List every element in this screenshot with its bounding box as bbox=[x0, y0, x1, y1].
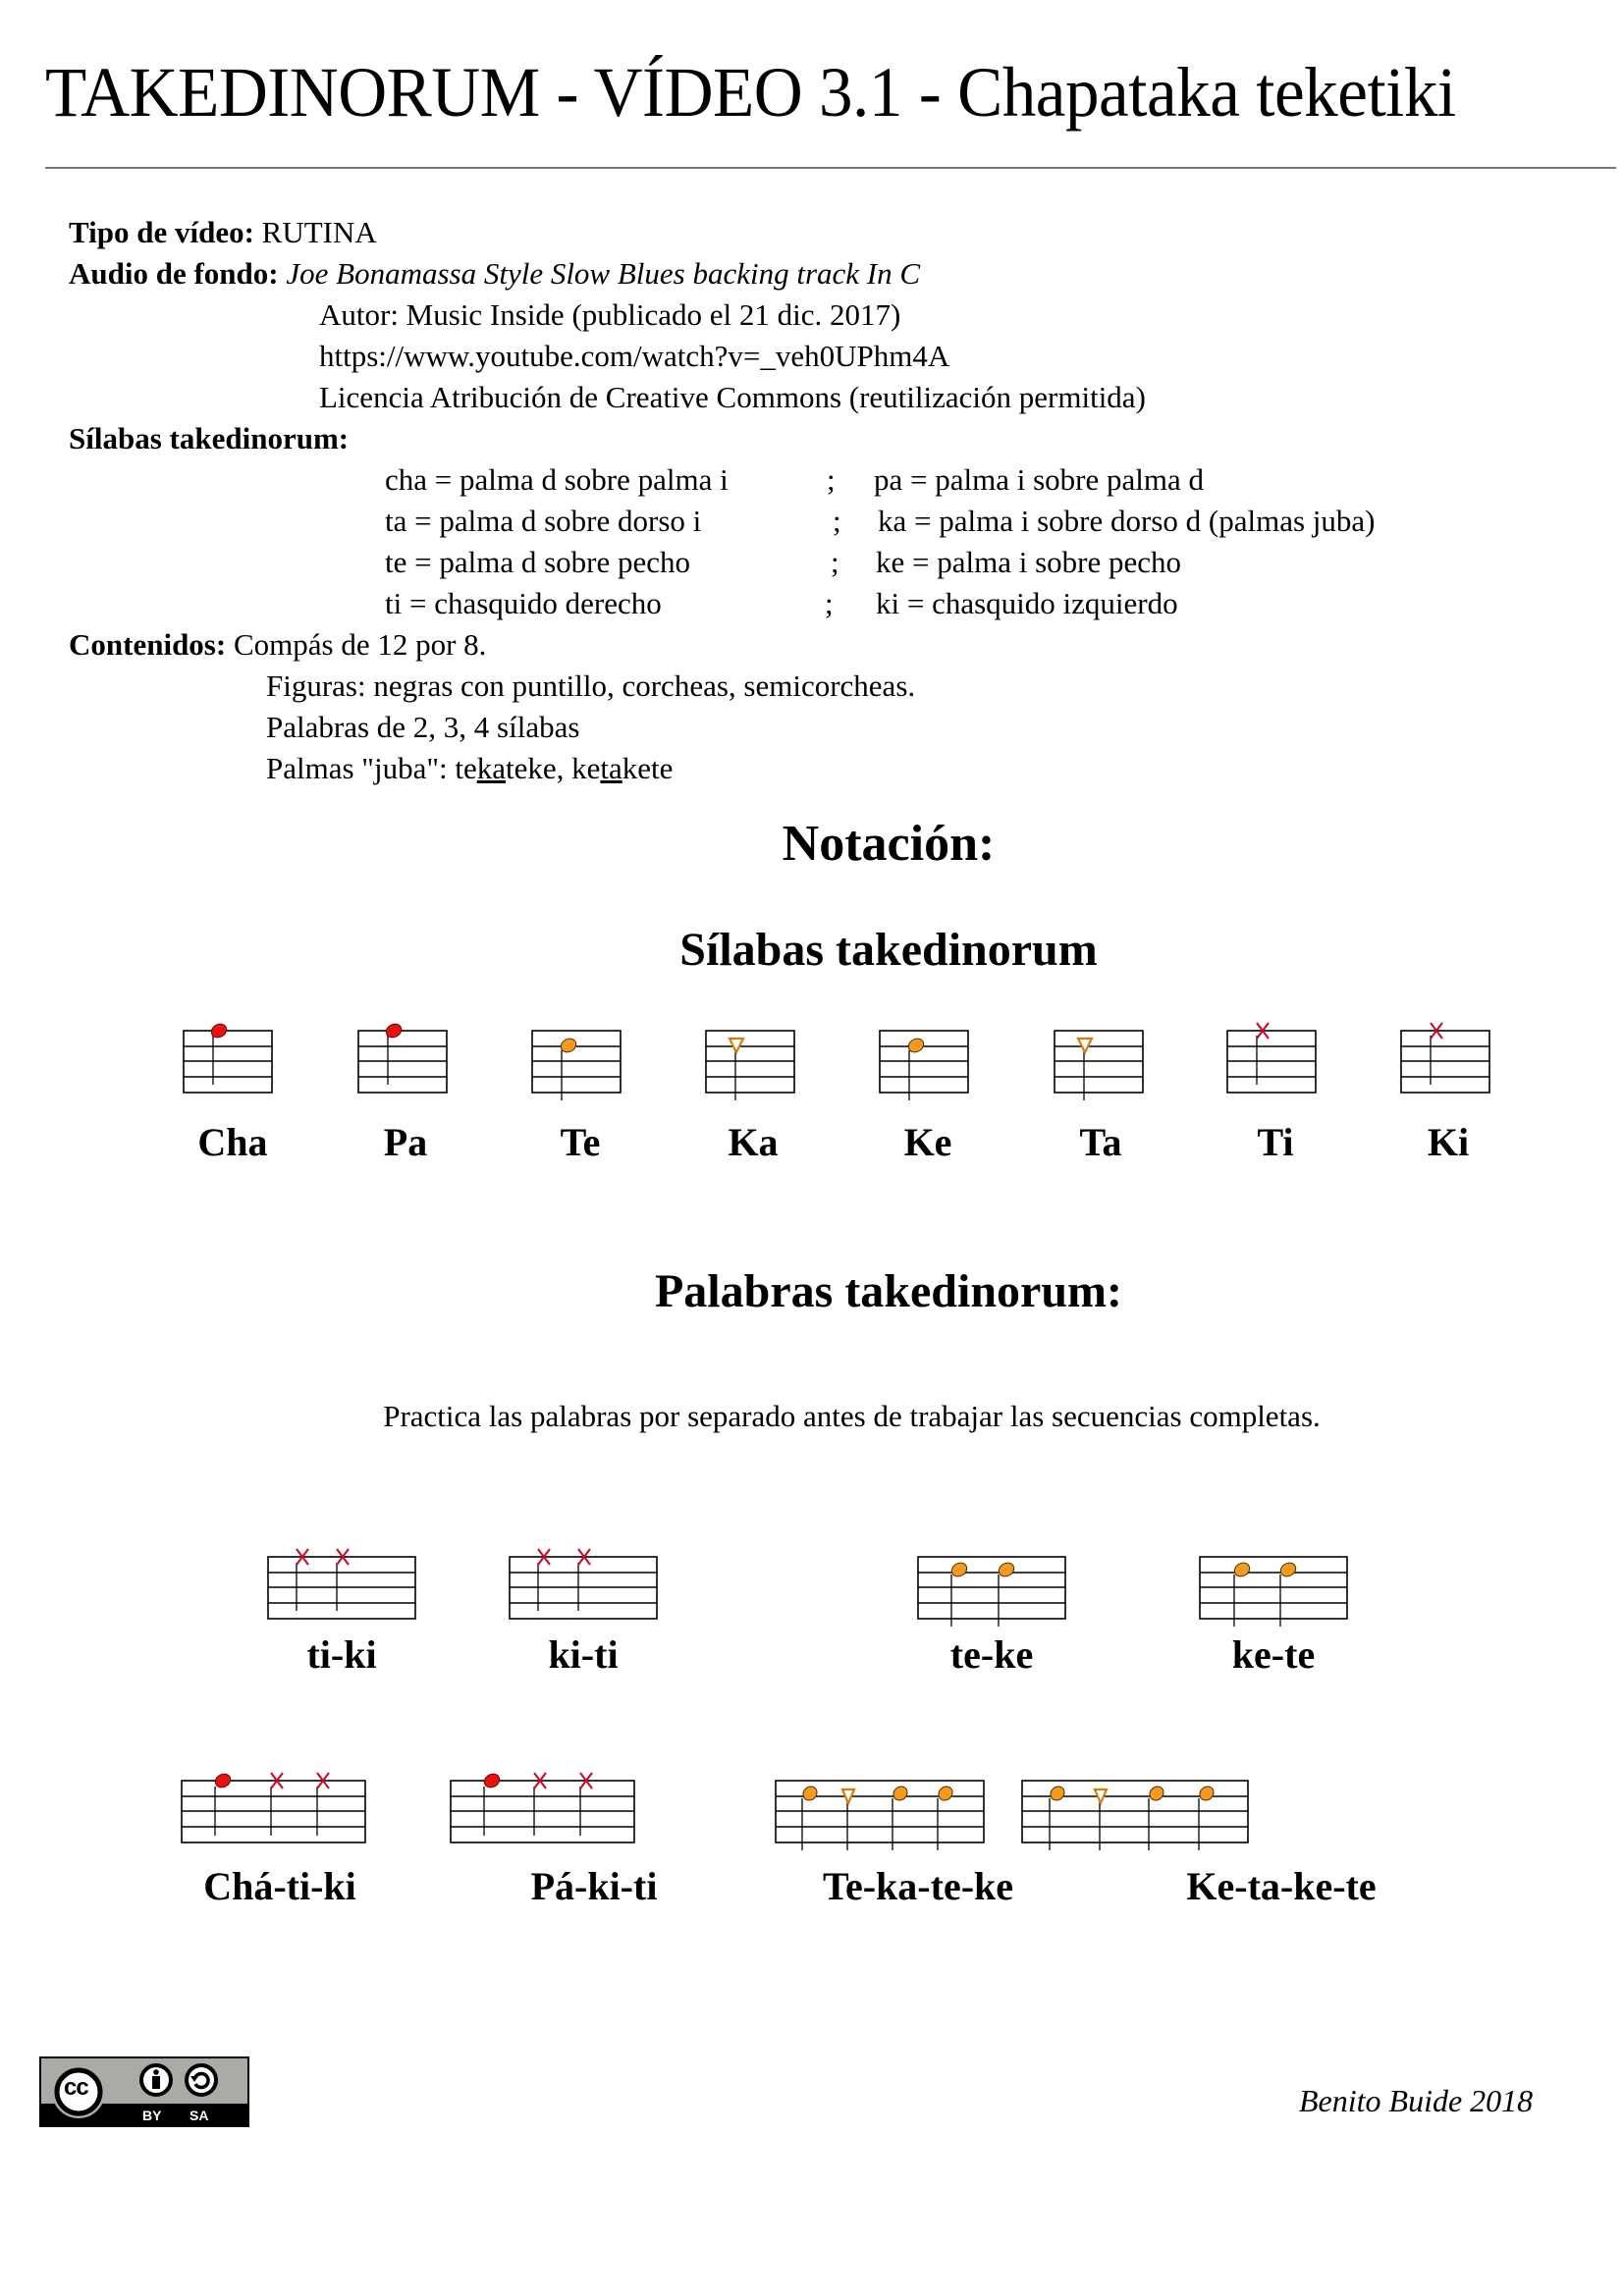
juba-accent: ta bbox=[600, 751, 622, 785]
red-note-icon bbox=[384, 1021, 404, 1040]
juba-accent: ka bbox=[476, 751, 506, 785]
staff-ka bbox=[706, 1031, 794, 1100]
word-label: Te-ka-te-ke bbox=[822, 1864, 1014, 1908]
video-type-value: RUTINA bbox=[261, 215, 377, 249]
share-alike-icon bbox=[187, 2065, 216, 2095]
author-signature: Benito Buide 2018 bbox=[1299, 2083, 1534, 2118]
staff-te-ka-te-ke bbox=[776, 1781, 984, 1850]
syllables-heading: Sílabas takedinorum bbox=[679, 924, 1098, 976]
syllable-label: Ta bbox=[1079, 1120, 1122, 1164]
syllable-def-left: cha = palma d sobre palma i bbox=[385, 462, 729, 497]
word-label: te-ke bbox=[949, 1632, 1034, 1677]
staff-te bbox=[532, 1031, 621, 1100]
syllables-label: Sílabas takedinorum: bbox=[69, 421, 350, 455]
word-label: Ke-ta-ke-te bbox=[1186, 1864, 1377, 1908]
juba-word: teke, bbox=[505, 751, 572, 785]
title-divider bbox=[45, 167, 1616, 169]
syllable-def-sep: ; bbox=[827, 462, 836, 497]
red-note-icon bbox=[209, 1021, 229, 1040]
staff-ke bbox=[880, 1031, 968, 1100]
orange-note-icon bbox=[1278, 1560, 1298, 1578]
audio-author: Autor: Music Inside (publicado el 21 dic. 2017) bbox=[319, 297, 901, 332]
word-label: ke-te bbox=[1231, 1632, 1316, 1677]
word-label: ki-ti bbox=[548, 1632, 619, 1677]
staff-ki-ti bbox=[510, 1549, 657, 1619]
orange-triangle-icon bbox=[1078, 1039, 1092, 1052]
syllable-label: Te bbox=[560, 1120, 601, 1164]
cc-text: cc bbox=[64, 2074, 88, 2101]
staff-ki bbox=[1401, 1023, 1489, 1093]
orange-note-icon bbox=[1147, 1784, 1166, 1803]
syllable-def-sep: ; bbox=[825, 586, 834, 620]
orange-note-icon bbox=[800, 1784, 820, 1803]
orange-triangle-icon bbox=[730, 1039, 743, 1052]
syllable-def-right: ke = palma i sobre pecho bbox=[876, 545, 1182, 579]
word-label: Pá-ki-ti bbox=[530, 1864, 658, 1908]
syllable-label: Ti bbox=[1257, 1120, 1294, 1164]
page-title: TAKEDINORUM - VÍDEO 3.1 - Chapataka teketiki bbox=[45, 53, 1456, 132]
red-note-icon bbox=[213, 1771, 233, 1789]
notation-heading: Notación: bbox=[782, 816, 996, 872]
juba-prefix: Palmas "juba": bbox=[266, 751, 456, 785]
staff-ke-ta-ke-te bbox=[1022, 1781, 1248, 1850]
word-label: Chá-ti-ki bbox=[203, 1864, 356, 1908]
syllable-def-right: ka = palma i sobre dorso d (palmas juba) bbox=[878, 504, 1376, 538]
staff-cha bbox=[184, 1021, 272, 1093]
orange-note-icon bbox=[891, 1784, 910, 1803]
juba-word: kete bbox=[622, 751, 674, 785]
syllable-staffs bbox=[0, 982, 1623, 1119]
audio-row bbox=[69, 253, 920, 294]
staff-ti-ki bbox=[268, 1549, 415, 1619]
orange-note-icon bbox=[1197, 1784, 1217, 1803]
syllable-def-right: ki = chasquido izquierdo bbox=[876, 586, 1178, 620]
orange-note-icon bbox=[949, 1560, 969, 1578]
syllable-def-right: pa = palma i sobre palma d bbox=[874, 462, 1204, 497]
staff-cha-ti-ki bbox=[182, 1771, 365, 1842]
contents-item: Compás de 12 por 8. bbox=[233, 627, 487, 662]
red-note-icon bbox=[482, 1771, 502, 1789]
staff-pa-ki-ti bbox=[451, 1771, 634, 1842]
word-staffs-row-2 bbox=[0, 1757, 1623, 1865]
syllable-label: Ka bbox=[728, 1120, 779, 1164]
word-staffs-row-1 bbox=[0, 1512, 1623, 1629]
contents-row bbox=[69, 624, 486, 666]
cc-by-sa-icon[interactable] bbox=[39, 2056, 249, 2127]
audio-title: Joe Bonamassa Style Slow Blues backing track In C bbox=[286, 256, 921, 291]
syllable-label: Pa bbox=[383, 1120, 428, 1164]
cc-by-text: BY bbox=[142, 2108, 162, 2123]
staff-ti bbox=[1227, 1023, 1316, 1093]
syllable-label: Ke bbox=[903, 1120, 952, 1164]
syllable-def-left: te = palma d sobre pecho bbox=[385, 545, 691, 579]
orange-note-icon bbox=[936, 1784, 955, 1803]
syllable-def-sep: ; bbox=[831, 545, 839, 579]
audio-label: Audio de fondo: bbox=[69, 256, 279, 291]
cc-sa-text: SA bbox=[189, 2108, 209, 2123]
staff-ke-te bbox=[1200, 1557, 1347, 1627]
word-label: ti-ki bbox=[306, 1632, 377, 1677]
video-type-row bbox=[69, 212, 377, 253]
staff-te-ke bbox=[918, 1557, 1065, 1627]
words-instruction: Practica las palabras por separado antes de trabajar las secuencias completas. bbox=[383, 1399, 1321, 1433]
orange-note-icon bbox=[997, 1560, 1016, 1578]
syllable-def-left: ti = chasquido derecho bbox=[385, 586, 662, 620]
contents-label: Contenidos: bbox=[69, 627, 227, 662]
syllable-label: Ki bbox=[1427, 1120, 1470, 1164]
staff-ta bbox=[1055, 1031, 1143, 1100]
contents-item: Figuras: negras con puntillo, corcheas, semicorcheas. bbox=[266, 668, 916, 703]
staff-pa bbox=[358, 1021, 447, 1093]
audio-license: Licencia Atribución de Creative Commons (reutilización permitida) bbox=[319, 380, 1146, 414]
words-heading: Palabras takedinorum: bbox=[654, 1265, 1122, 1317]
syllable-def-sep: ; bbox=[833, 504, 841, 538]
juba-word: ke bbox=[571, 751, 601, 785]
contents-item: Palabras de 2, 3, 4 sílabas bbox=[266, 710, 580, 744]
audio-url[interactable]: https://www.youtube.com/watch?v=_veh0UPhm4A bbox=[319, 339, 950, 373]
juba-row bbox=[266, 748, 673, 789]
video-type-label: Tipo de vídeo: bbox=[69, 215, 254, 249]
syllable-label: Cha bbox=[197, 1120, 268, 1164]
juba-word: te bbox=[455, 751, 477, 785]
orange-note-icon bbox=[1048, 1784, 1067, 1803]
orange-note-icon bbox=[1232, 1560, 1252, 1578]
syllable-def-left: ta = palma d sobre dorso i bbox=[385, 504, 702, 538]
